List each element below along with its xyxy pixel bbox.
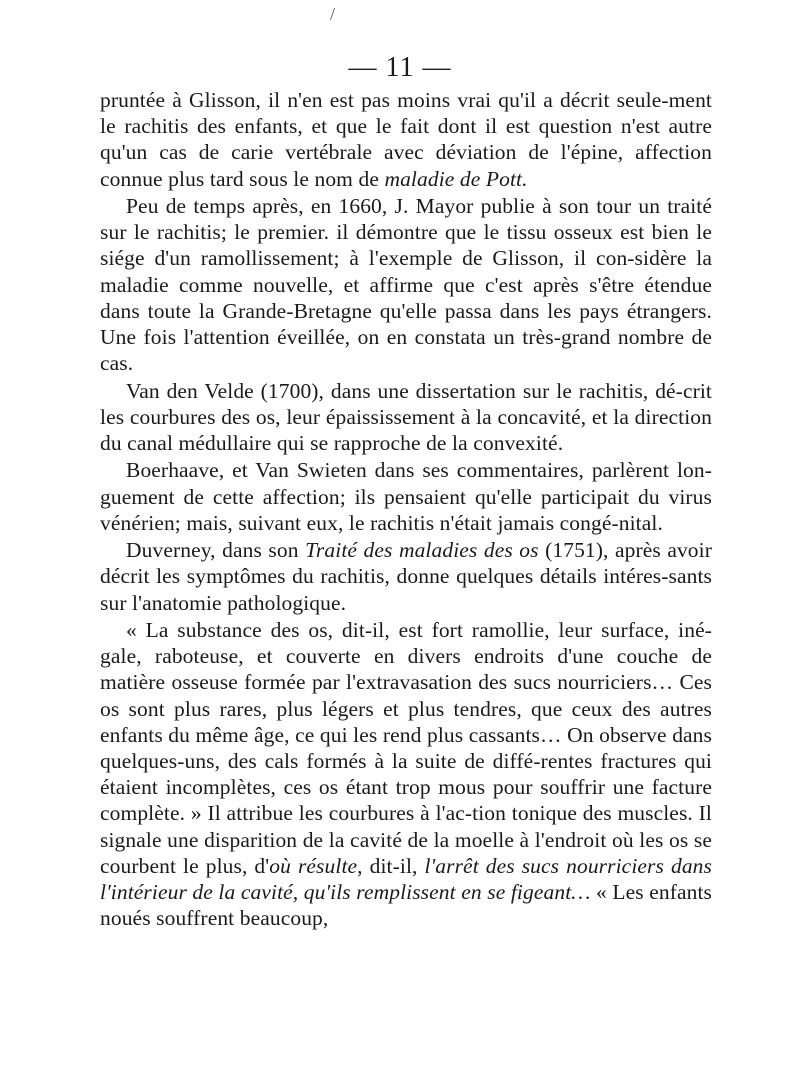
italic-text: Traité des maladies des os [305, 538, 539, 563]
paragraph [100, 87, 712, 192]
italic-text: maladie de Pott. [384, 166, 528, 191]
paragraph [100, 378, 712, 457]
text-run: « Les enfants noués souffrent beaucoup, [100, 880, 712, 931]
text-run: Van den Velde (1700), dans une dissertation sur le rachitis, dé-crit les courbures des os, leur épaississement à la concavité, et la direction du canal médullaire qui se rapproche de la convexité. [100, 378, 712, 456]
italic-text: où résulte [269, 853, 358, 878]
italic-text: l'arrêt des sucs nourriciers dans l'intérieur de la cavité, qu'ils remplissent en se figeant… [100, 853, 712, 905]
text-run: pruntée à Glisson, il n'en est pas moins vrai qu'il a décrit seule-ment le rachitis des enfants, et que le fait dont il est question n'est autre qu'un cas de carie vertébrale avec déviation de l'épine, affection connue plus tard sous le nom de [100, 88, 712, 191]
paragraph [100, 537, 712, 616]
text-run: « La substance des os, dit-il, est fort ramollie, leur surface, iné-gale, raboteuse, et couverte en divers endroits d'une couche de matière osseuse formée par l'extravasation des sucs nourriciers… Ces os sont plus rares, plus légers et plus tendres, que ceux des autres enfants du même âge, ce qui les rend plus cassants… On observe dans quelques-uns, des cals formés à la suite de diffé-rentes fractures qui étaient incomplètes, ces os étant trop mous pour souffrir une facture complète. » Il attribue les courbures à l'ac-tion tonique des muscles. Il signale une disparition de la cavité de la moelle à l'endroit où les os se courbent le plus, d' [100, 618, 712, 878]
text-run: Boerhaave, et Van Swieten dans ses commentaires, parlèrent lon-guement de cette affection; ils pensaient qu'elle participait du virus vénérien; mais, suivant eux, le rachitis n'était jamais congé-nital. [100, 458, 712, 535]
page-number: — 11 — [348, 52, 452, 83]
paragraph [100, 193, 712, 376]
paragraph [100, 457, 712, 536]
text-run: (1751), après avoir décrit les symptômes du rachitis, donne quelques détails intéres-sants sur l'anatomie pathologique. [100, 538, 712, 615]
text-run: Duverney, dans son [126, 538, 306, 563]
margin-mark: / [330, 4, 336, 24]
paragraph [100, 617, 712, 931]
text-run: , dit-il, [357, 853, 425, 878]
body-text [100, 87, 712, 931]
text-run: Peu de temps après, en 1660, J. Mayor publie à son tour un traité sur le rachitis; le premier. il démontre que le tissu osseux est bien le siége d'un ramollissement; à l'exemple de Glisson, il con-sidère la maladie comme nouvelle, et affirme que c'est après s'être étendue dans toute la Grande-Bretagne qu'elle passa dans les pays étrangers. Une fois l'attention éveillée, on en constata un très-grand nombre de cas. [100, 194, 712, 376]
